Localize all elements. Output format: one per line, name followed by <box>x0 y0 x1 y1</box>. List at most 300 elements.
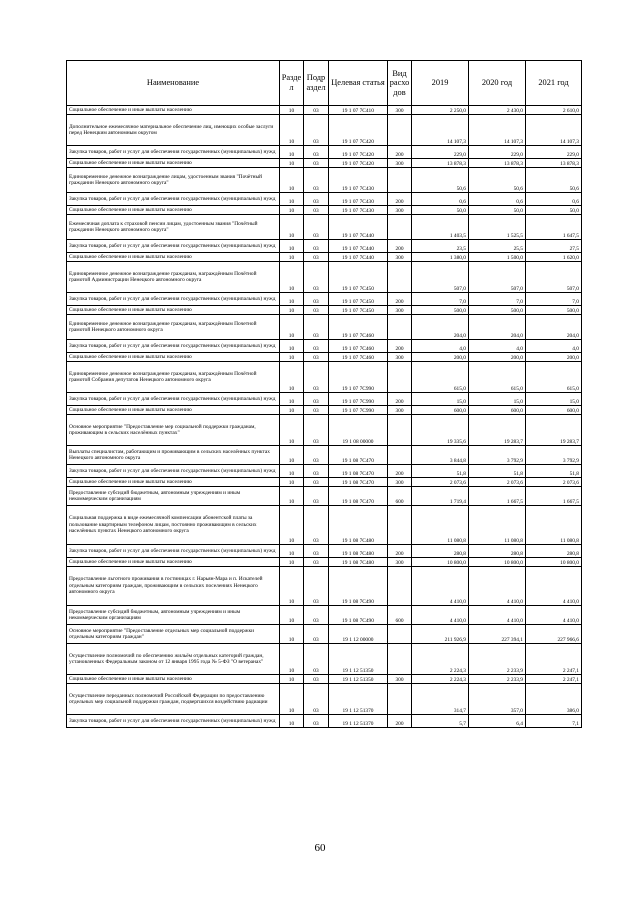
row-podrazdel: 03 <box>304 567 329 606</box>
row-amount-2020: 1 525,5 <box>469 215 526 240</box>
row-razdel: 10 <box>280 253 304 262</box>
row-podrazdel: 03 <box>304 446 329 465</box>
row-amount-2020: 229,0 <box>469 146 526 159</box>
row-name: Закупка товаров, работ и услуг для обеспечения государственных (муниципальных) нужд <box>67 545 280 558</box>
row-podrazdel: 03 <box>304 362 329 393</box>
row-podrazdel: 03 <box>304 393 329 406</box>
header-2019: 2019 <box>412 61 469 106</box>
table-row <box>67 644 582 675</box>
row-name: Единовременное денежное вознаграждение гражданам, награждённым Почётной грамотой Собрания депутатов Ненецкого автономного округа <box>67 362 280 393</box>
row-name: Единовременное денежное вознаграждение гражданам, награждённым Почётной грамотой Администрации Ненецкого автономного округа <box>67 262 280 293</box>
row-amount-2020: 7,0 <box>469 293 526 306</box>
table-row <box>67 567 582 606</box>
row-podrazdel: 03 <box>304 625 329 644</box>
row-amount-2020: 227 394,1 <box>469 625 526 644</box>
row-podrazdel: 03 <box>304 215 329 240</box>
row-amount-2020: 15,0 <box>469 393 526 406</box>
row-name: Закупка товаров, работ и услуг для обеспечения государственных (муниципальных) нужд <box>67 393 280 406</box>
row-podrazdel: 03 <box>304 506 329 545</box>
row-amount-2020: 204,0 <box>469 315 526 340</box>
row-razdel: 10 <box>280 506 304 545</box>
row-target-article: 19 1 07 7С420 <box>329 146 388 159</box>
row-amount-2019: 1 380,0 <box>412 253 469 262</box>
row-expense-type <box>388 362 412 393</box>
row-amount-2019: 15,0 <box>412 393 469 406</box>
row-expense-type: 300 <box>388 478 412 487</box>
row-amount-2021: 50,6 <box>526 168 582 193</box>
row-expense-type: 300 <box>388 106 412 115</box>
row-amount-2019: 211 926,9 <box>412 625 469 644</box>
row-expense-type <box>388 684 412 715</box>
table-row <box>67 315 582 340</box>
row-target-article: 19 1 12 51370 <box>329 715 388 728</box>
row-target-article: 19 1 08 7С470 <box>329 487 388 506</box>
row-amount-2021: 2 247,1 <box>526 644 582 675</box>
row-amount-2019: 7,0 <box>412 293 469 306</box>
budget-table-sheet <box>66 60 581 728</box>
row-podrazdel: 03 <box>304 675 329 684</box>
header-2021: 2021 год <box>526 61 582 106</box>
row-name: Ежемесячная доплата к страховой пенсии лицам, удостоенным звания "Почётный гражданин Ненецкого автономного округа" <box>67 215 280 240</box>
row-podrazdel: 03 <box>304 478 329 487</box>
row-amount-2021: 229,0 <box>526 146 582 159</box>
row-razdel: 10 <box>280 293 304 306</box>
row-amount-2019: 2 224,3 <box>412 644 469 675</box>
row-amount-2019: 204,0 <box>412 315 469 340</box>
row-name: Социальное обеспечение и иные выплаты населению <box>67 306 280 315</box>
row-amount-2019: 10 800,0 <box>412 558 469 567</box>
table-row <box>67 340 582 353</box>
row-expense-type <box>388 415 412 446</box>
row-razdel: 10 <box>280 487 304 506</box>
row-expense-type: 300 <box>388 206 412 215</box>
table-row <box>67 253 582 262</box>
row-razdel: 10 <box>280 684 304 715</box>
row-amount-2020: 615,0 <box>469 362 526 393</box>
row-target-article: 19 1 08 7С490 <box>329 567 388 606</box>
row-amount-2019: 4 410,0 <box>412 606 469 625</box>
table-row <box>67 558 582 567</box>
row-target-article: 19 1 07 7С990 <box>329 362 388 393</box>
row-expense-type: 300 <box>388 159 412 168</box>
row-amount-2019: 0,6 <box>412 193 469 206</box>
row-amount-2019: 4 410,0 <box>412 567 469 606</box>
row-amount-2021: 4,0 <box>526 340 582 353</box>
row-podrazdel: 03 <box>304 253 329 262</box>
row-name: Социальное обеспечение и иные выплаты населению <box>67 159 280 168</box>
row-razdel: 10 <box>280 606 304 625</box>
row-target-article: 19 1 12 00000 <box>329 625 388 644</box>
row-razdel: 10 <box>280 362 304 393</box>
row-name: Закупка товаров, работ и услуг для обеспечения государственных (муниципальных) нужд <box>67 146 280 159</box>
row-amount-2020: 19 283,7 <box>469 415 526 446</box>
row-target-article: 19 1 07 7С440 <box>329 215 388 240</box>
row-target-article: 19 1 07 7С460 <box>329 340 388 353</box>
row-name: Закупка товаров, работ и услуг для обеспечения государственных (муниципальных) нужд <box>67 193 280 206</box>
row-name: Осуществление переданных полномочий Российской Федерации по предоставлению отдельных мер социальной поддержки граждан, подвергшихся воздействию радиации <box>67 684 280 715</box>
row-target-article: 19 1 07 7С450 <box>329 293 388 306</box>
row-amount-2019: 615,0 <box>412 362 469 393</box>
row-razdel: 10 <box>280 240 304 253</box>
row-expense-type: 200 <box>388 340 412 353</box>
table-row <box>67 106 582 115</box>
row-name: Закупка товаров, работ и услуг для обеспечения государственных (муниципальных) нужд <box>67 340 280 353</box>
row-amount-2021: 2 073,6 <box>526 478 582 487</box>
row-amount-2020: 500,0 <box>469 306 526 315</box>
row-name: Предоставление субсидий бюджетным, автономным учреждениям и иным некоммерческим организациям <box>67 487 280 506</box>
row-expense-type <box>388 625 412 644</box>
row-amount-2021: 7,0 <box>526 293 582 306</box>
row-podrazdel: 03 <box>304 159 329 168</box>
table-row <box>67 545 582 558</box>
row-amount-2020: 3 792,9 <box>469 446 526 465</box>
row-target-article: 19 1 07 7С460 <box>329 315 388 340</box>
row-expense-type <box>388 644 412 675</box>
row-amount-2020: 280,8 <box>469 545 526 558</box>
row-razdel: 10 <box>280 446 304 465</box>
row-amount-2021: 1 647,5 <box>526 215 582 240</box>
row-target-article: 19 1 07 7С450 <box>329 262 388 293</box>
row-amount-2021: 13 878,3 <box>526 159 582 168</box>
table-row <box>67 478 582 487</box>
header-razdel: Разде л <box>280 61 304 106</box>
table-row <box>67 606 582 625</box>
row-amount-2020: 600,0 <box>469 406 526 415</box>
row-razdel: 10 <box>280 465 304 478</box>
row-amount-2019: 314,7 <box>412 684 469 715</box>
table-row <box>67 465 582 478</box>
row-target-article: 19 1 07 7С990 <box>329 406 388 415</box>
table-row <box>67 684 582 715</box>
row-razdel: 10 <box>280 146 304 159</box>
row-razdel: 10 <box>280 193 304 206</box>
header-2020: 2020 год <box>469 61 526 106</box>
row-expense-type <box>388 262 412 293</box>
row-amount-2021: 507,0 <box>526 262 582 293</box>
row-name: Социальное обеспечение и иные выплаты населению <box>67 106 280 115</box>
budget-table <box>66 60 582 728</box>
row-amount-2021: 27,5 <box>526 240 582 253</box>
row-razdel: 10 <box>280 393 304 406</box>
row-amount-2020: 50,0 <box>469 206 526 215</box>
row-podrazdel: 03 <box>304 406 329 415</box>
row-amount-2020: 14 107,3 <box>469 115 526 146</box>
row-amount-2020: 4 410,0 <box>469 606 526 625</box>
row-podrazdel: 03 <box>304 340 329 353</box>
row-amount-2020: 6,4 <box>469 715 526 728</box>
row-name: Закупка товаров, работ и услуг для обеспечения государственных (муниципальных) нужд <box>67 465 280 478</box>
row-podrazdel: 03 <box>304 545 329 558</box>
row-target-article: 19 1 08 7С470 <box>329 478 388 487</box>
row-target-article: 19 1 07 7С460 <box>329 353 388 362</box>
table-row <box>67 393 582 406</box>
row-razdel: 10 <box>280 215 304 240</box>
row-podrazdel: 03 <box>304 315 329 340</box>
row-target-article: 19 1 08 7С470 <box>329 465 388 478</box>
row-target-article: 19 1 07 7С440 <box>329 253 388 262</box>
row-amount-2019: 50,0 <box>412 206 469 215</box>
row-amount-2020: 25,5 <box>469 240 526 253</box>
row-razdel: 10 <box>280 715 304 728</box>
row-name: Социальное обеспечение и иные выплаты населению <box>67 675 280 684</box>
row-target-article: 19 1 07 7С410 <box>329 106 388 115</box>
row-target-article: 19 1 07 7С450 <box>329 306 388 315</box>
row-podrazdel: 03 <box>304 262 329 293</box>
row-expense-type: 300 <box>388 253 412 262</box>
row-name: Единовременное денежное вознаграждение лицам, удостоенным звания "Почётный гражданин Ненецкого автономного округа" <box>67 168 280 193</box>
row-amount-2020: 13 878,3 <box>469 159 526 168</box>
table-row <box>67 415 582 446</box>
row-amount-2019: 507,0 <box>412 262 469 293</box>
row-amount-2021: 50,0 <box>526 206 582 215</box>
row-amount-2020: 2 073,6 <box>469 478 526 487</box>
row-amount-2021: 4 410,0 <box>526 606 582 625</box>
row-razdel: 10 <box>280 306 304 315</box>
row-amount-2019: 14 107,3 <box>412 115 469 146</box>
row-amount-2019: 50,6 <box>412 168 469 193</box>
row-razdel: 10 <box>280 545 304 558</box>
row-amount-2021: 4 410,0 <box>526 567 582 606</box>
row-amount-2021: 7,1 <box>526 715 582 728</box>
table-row <box>67 625 582 644</box>
row-amount-2019: 11 080,8 <box>412 506 469 545</box>
row-razdel: 10 <box>280 262 304 293</box>
row-amount-2019: 2 250,0 <box>412 106 469 115</box>
row-podrazdel: 03 <box>304 206 329 215</box>
row-amount-2021: 11 080,8 <box>526 506 582 545</box>
row-target-article: 19 1 08 7С480 <box>329 506 388 545</box>
row-amount-2019: 500,0 <box>412 306 469 315</box>
header-podrazdel: Подр аздел <box>304 61 329 106</box>
row-name: Закупка товаров, работ и услуг для обеспечения государственных (муниципальных) нужд <box>67 715 280 728</box>
row-expense-type: 300 <box>388 558 412 567</box>
table-row <box>67 215 582 240</box>
row-expense-type <box>388 446 412 465</box>
row-name: Выплаты специалистам, работающим и проживающим в сельских населённых пунктах Ненецкого автономного округа <box>67 446 280 465</box>
table-row <box>67 675 582 684</box>
row-amount-2020: 1 500,0 <box>469 253 526 262</box>
row-amount-2020: 10 800,0 <box>469 558 526 567</box>
table-row <box>67 406 582 415</box>
row-expense-type: 200 <box>388 193 412 206</box>
table-row <box>67 240 582 253</box>
table-row <box>67 159 582 168</box>
row-target-article: 19 1 12 51350 <box>329 675 388 684</box>
row-amount-2020: 2 233,9 <box>469 675 526 684</box>
row-expense-type <box>388 567 412 606</box>
row-name: Социальное обеспечение и иные выплаты населению <box>67 206 280 215</box>
row-podrazdel: 03 <box>304 240 329 253</box>
row-podrazdel: 03 <box>304 306 329 315</box>
row-target-article: 19 1 08 00000 <box>329 415 388 446</box>
row-name: Основное мероприятие "Предоставление отдельных мер социальной поддержки отдельным категориям граждан" <box>67 625 280 644</box>
row-name: Единовременное денежное вознаграждение гражданам, награждённым Почетной грамотой Ненецкого автономного округа <box>67 315 280 340</box>
row-name: Предоставление субсидий бюджетным, автономным учреждениям и иным некоммерческим организациям <box>67 606 280 625</box>
row-amount-2019: 1 719,4 <box>412 487 469 506</box>
table-row <box>67 446 582 465</box>
row-expense-type: 600 <box>388 487 412 506</box>
row-razdel: 10 <box>280 106 304 115</box>
page-number: 60 <box>314 842 326 854</box>
table-row <box>67 362 582 393</box>
row-razdel: 10 <box>280 415 304 446</box>
row-name: Осуществление полномочий по обеспечению жильём отдельных категорий граждан, установленных Федеральным законом от 12 января 1995 года № 5-ФЗ "О ветеранах" <box>67 644 280 675</box>
row-amount-2019: 600,0 <box>412 406 469 415</box>
row-podrazdel: 03 <box>304 353 329 362</box>
table-row <box>67 293 582 306</box>
row-amount-2020: 50,6 <box>469 168 526 193</box>
row-amount-2019: 51,8 <box>412 465 469 478</box>
row-amount-2021: 600,0 <box>526 406 582 415</box>
row-amount-2019: 2 224,3 <box>412 675 469 684</box>
row-target-article: 19 1 12 51350 <box>329 644 388 675</box>
row-podrazdel: 03 <box>304 644 329 675</box>
row-razdel: 10 <box>280 675 304 684</box>
table-row <box>67 146 582 159</box>
row-amount-2021: 19 283,7 <box>526 415 582 446</box>
row-amount-2020: 1 667,5 <box>469 487 526 506</box>
row-expense-type: 200 <box>388 293 412 306</box>
row-expense-type <box>388 506 412 545</box>
row-amount-2021: 227 966,6 <box>526 625 582 644</box>
row-razdel: 10 <box>280 558 304 567</box>
row-amount-2021: 2 610,0 <box>526 106 582 115</box>
row-podrazdel: 03 <box>304 684 329 715</box>
row-target-article: 19 1 07 7С430 <box>329 168 388 193</box>
row-amount-2019: 5,7 <box>412 715 469 728</box>
row-amount-2020: 11 080,8 <box>469 506 526 545</box>
row-amount-2021: 51,8 <box>526 465 582 478</box>
row-razdel: 10 <box>280 625 304 644</box>
row-amount-2021: 200,0 <box>526 353 582 362</box>
row-amount-2020: 4,0 <box>469 340 526 353</box>
row-razdel: 10 <box>280 567 304 606</box>
row-amount-2019: 19 335,6 <box>412 415 469 446</box>
row-amount-2021: 3 792,9 <box>526 446 582 465</box>
row-name: Закупка товаров, работ и услуг для обеспечения государственных (муниципальных) нужд <box>67 240 280 253</box>
row-name: Социальное обеспечение и иные выплаты населению <box>67 558 280 567</box>
table-row <box>67 262 582 293</box>
row-razdel: 10 <box>280 478 304 487</box>
row-amount-2021: 14 107,3 <box>526 115 582 146</box>
row-razdel: 10 <box>280 406 304 415</box>
row-target-article: 19 1 07 7С430 <box>329 193 388 206</box>
row-podrazdel: 03 <box>304 558 329 567</box>
row-razdel: 10 <box>280 115 304 146</box>
row-amount-2021: 1 620,0 <box>526 253 582 262</box>
row-razdel: 10 <box>280 315 304 340</box>
row-razdel: 10 <box>280 206 304 215</box>
row-name: Предоставление льготного проживания в гостиницах г. Нарьян-Мара и п. Искателей отдельным категориям граждан, проживающим в сельских поселениях Ненецкого автономного округа <box>67 567 280 606</box>
row-amount-2020: 0,6 <box>469 193 526 206</box>
row-amount-2019: 3 844,8 <box>412 446 469 465</box>
row-amount-2021: 2 247,1 <box>526 675 582 684</box>
row-expense-type: 600 <box>388 606 412 625</box>
row-amount-2020: 200,0 <box>469 353 526 362</box>
row-podrazdel: 03 <box>304 115 329 146</box>
row-expense-type <box>388 168 412 193</box>
header-expense-type: Вид расхо дов <box>388 61 412 106</box>
row-expense-type: 200 <box>388 465 412 478</box>
table-row <box>67 487 582 506</box>
row-podrazdel: 03 <box>304 293 329 306</box>
row-razdel: 10 <box>280 353 304 362</box>
row-razdel: 10 <box>280 159 304 168</box>
row-podrazdel: 03 <box>304 415 329 446</box>
row-amount-2019: 1 403,5 <box>412 215 469 240</box>
row-expense-type: 300 <box>388 353 412 362</box>
row-expense-type: 200 <box>388 393 412 406</box>
row-expense-type: 300 <box>388 406 412 415</box>
table-row <box>67 115 582 146</box>
header-name: Наименование <box>67 61 280 106</box>
row-expense-type <box>388 215 412 240</box>
row-podrazdel: 03 <box>304 193 329 206</box>
row-amount-2020: 507,0 <box>469 262 526 293</box>
row-target-article: 19 1 07 7С990 <box>329 393 388 406</box>
table-row <box>67 306 582 315</box>
table-row <box>67 715 582 728</box>
row-target-article: 19 1 07 7С440 <box>329 240 388 253</box>
row-target-article: 19 1 08 7С470 <box>329 446 388 465</box>
row-target-article: 19 1 07 7С430 <box>329 206 388 215</box>
table-row <box>67 506 582 545</box>
row-expense-type: 300 <box>388 675 412 684</box>
row-target-article: 19 1 08 7С490 <box>329 606 388 625</box>
row-amount-2019: 4,0 <box>412 340 469 353</box>
row-target-article: 19 1 07 7С420 <box>329 159 388 168</box>
row-expense-type <box>388 315 412 340</box>
row-amount-2019: 280,8 <box>412 545 469 558</box>
row-name: Социальная поддержка в виде ежемесячной компенсации абонентской платы за пользование квартирным телефоном лицам, постоянно проживающим в сельских населённых пунктах Ненецкого автономного округа <box>67 506 280 545</box>
row-expense-type: 300 <box>388 306 412 315</box>
row-target-article: 19 1 12 51370 <box>329 684 388 715</box>
row-razdel: 10 <box>280 168 304 193</box>
row-amount-2021: 615,0 <box>526 362 582 393</box>
row-podrazdel: 03 <box>304 465 329 478</box>
row-expense-type: 200 <box>388 545 412 558</box>
row-amount-2020: 357,0 <box>469 684 526 715</box>
row-amount-2020: 2 430,0 <box>469 106 526 115</box>
row-amount-2021: 500,0 <box>526 306 582 315</box>
table-row <box>67 206 582 215</box>
row-amount-2021: 204,0 <box>526 315 582 340</box>
row-name: Социальное обеспечение и иные выплаты населению <box>67 253 280 262</box>
table-row <box>67 353 582 362</box>
row-amount-2019: 2 073,6 <box>412 478 469 487</box>
row-amount-2020: 2 233,9 <box>469 644 526 675</box>
row-amount-2021: 15,0 <box>526 393 582 406</box>
table-row <box>67 193 582 206</box>
row-podrazdel: 03 <box>304 146 329 159</box>
row-expense-type: 200 <box>388 715 412 728</box>
row-amount-2021: 386,0 <box>526 684 582 715</box>
row-amount-2020: 51,8 <box>469 465 526 478</box>
row-name: Социальное обеспечение и иные выплаты населению <box>67 406 280 415</box>
row-podrazdel: 03 <box>304 715 329 728</box>
row-target-article: 19 1 07 7С420 <box>329 115 388 146</box>
row-target-article: 19 1 08 7С480 <box>329 545 388 558</box>
row-amount-2019: 23,5 <box>412 240 469 253</box>
row-razdel: 10 <box>280 340 304 353</box>
row-amount-2021: 280,8 <box>526 545 582 558</box>
row-razdel: 10 <box>280 644 304 675</box>
row-name: Основное мероприятие "Предоставление мер социальной поддержки гражданам, проживающим в сельских населённых пунктах" <box>67 415 280 446</box>
row-expense-type: 200 <box>388 240 412 253</box>
row-expense-type <box>388 115 412 146</box>
row-name: Социальное обеспечение и иные выплаты населению <box>67 353 280 362</box>
row-podrazdel: 03 <box>304 168 329 193</box>
